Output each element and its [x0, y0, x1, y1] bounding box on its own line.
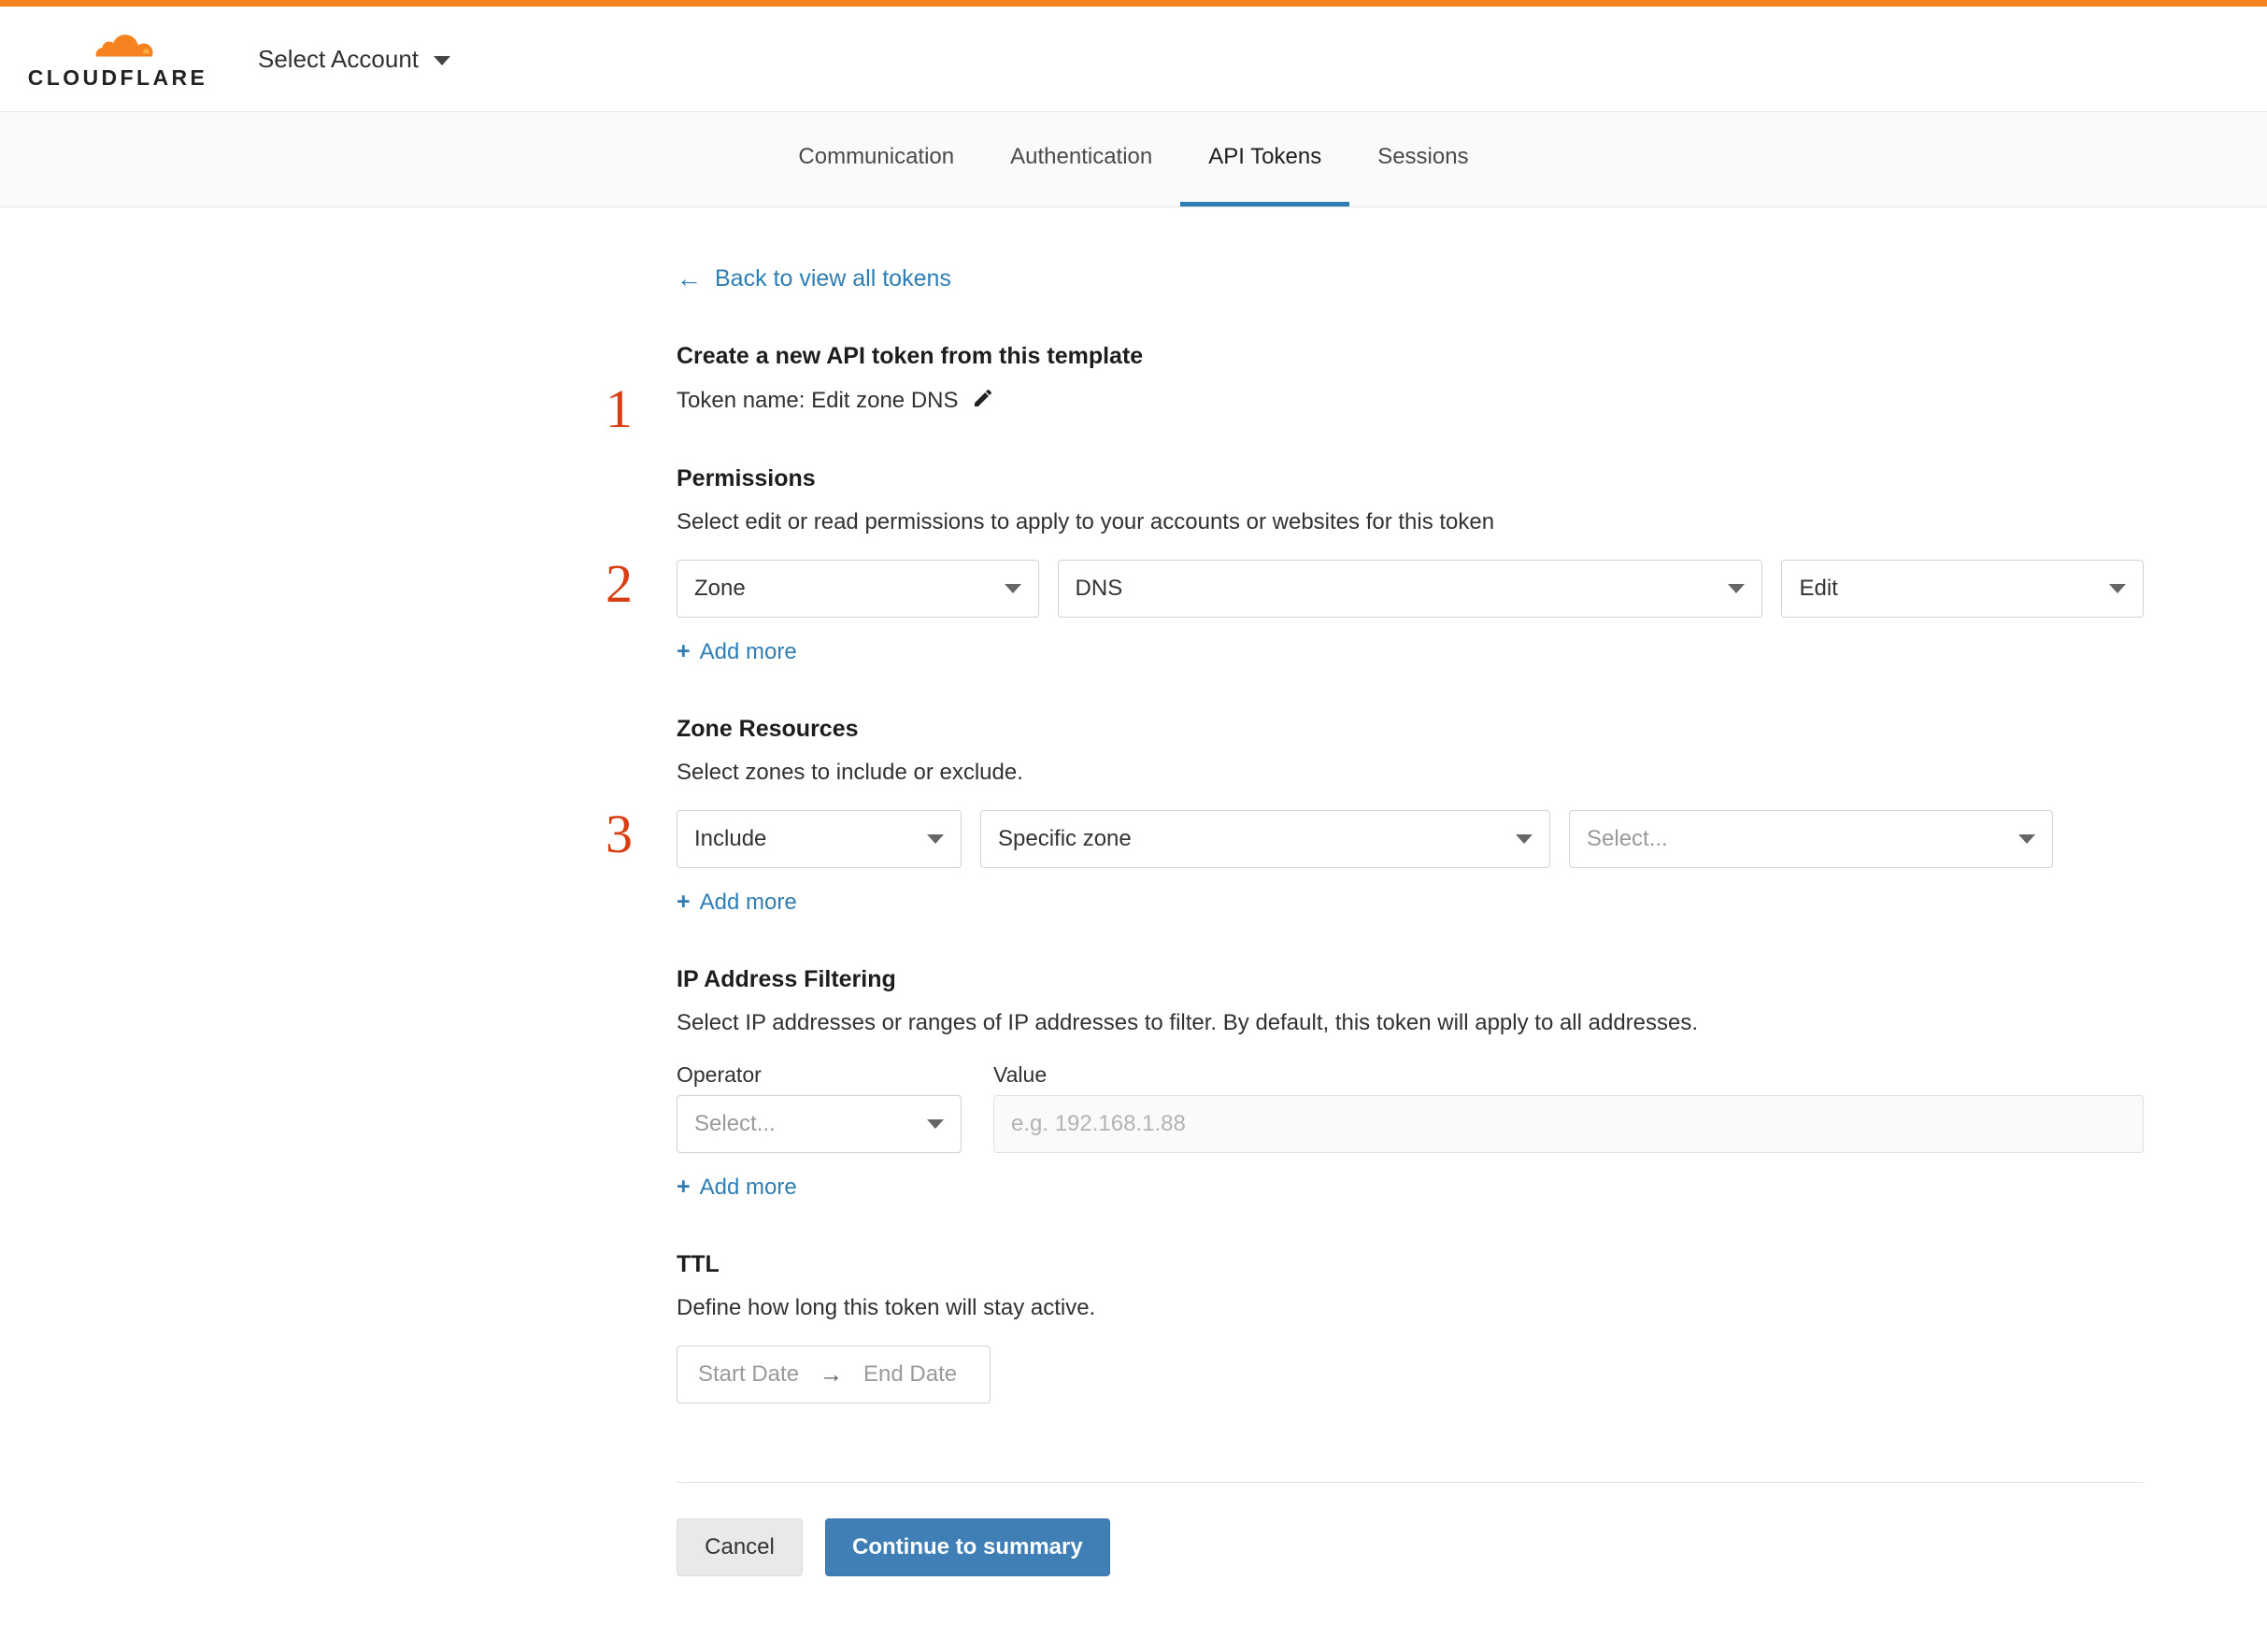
ttl-block [677, 1251, 2144, 1403]
chevron-down-icon [1005, 584, 1021, 593]
zone-include-select[interactable] [677, 810, 962, 868]
section-nav-tabs [770, 112, 1496, 206]
permission-scope-select[interactable] [677, 560, 1039, 618]
arrow-left-icon: ← [677, 264, 702, 292]
tab-communication[interactable] [770, 112, 982, 206]
tab-sessions-label: Sessions [1377, 144, 1469, 169]
top-accent-bar [0, 0, 2267, 7]
permissions-row [677, 560, 2144, 618]
create-token-title: Create a new API token from this template [677, 343, 1144, 369]
ip-filtering-add-more-label: Add more [699, 1174, 797, 1200]
tab-api-tokens-label: API Tokens [1208, 144, 1322, 169]
zone-value-select[interactable] [1569, 810, 2053, 868]
edit-pencil-icon[interactable] [972, 387, 994, 415]
permission-resource-select[interactable] [1058, 560, 1763, 618]
cancel-button[interactable] [677, 1518, 803, 1576]
ttl-start-date: Start Date [698, 1361, 800, 1387]
step-number-3: 3 [606, 804, 633, 864]
chevron-down-icon [2109, 584, 2126, 593]
zone-include-value: Include [694, 826, 767, 851]
zone-resources-title: Zone Resources [677, 716, 859, 742]
plus-icon: + [677, 1174, 691, 1200]
zone-type-value: Specific zone [998, 826, 1132, 851]
ip-operator-select[interactable] [677, 1095, 962, 1153]
ttl-row [677, 1346, 2144, 1403]
main-content [0, 265, 2267, 1623]
permissions-add-more-label: Add more [699, 638, 797, 664]
tab-api-tokens[interactable] [1180, 112, 1349, 206]
permission-access-value: Edit [1799, 576, 1838, 601]
chevron-down-icon [434, 56, 450, 65]
ip-value-input[interactable] [993, 1095, 2144, 1153]
continue-to-summary-button[interactable] [825, 1518, 1110, 1576]
cloud-icon [67, 28, 168, 64]
chevron-down-icon [927, 834, 944, 844]
account-selector[interactable] [258, 45, 450, 74]
chevron-down-icon [2018, 834, 2035, 844]
ttl-description: Define how long this token will stay active. [677, 1295, 1096, 1320]
tab-authentication[interactable] [982, 112, 1180, 206]
step-1-block [606, 343, 2144, 439]
token-name-row [677, 387, 2144, 415]
zone-resources-add-more-label: Add more [699, 889, 797, 915]
chevron-down-icon [927, 1119, 944, 1129]
ip-filtering-title: IP Address Filtering [677, 966, 896, 992]
ip-filtering-row [677, 1062, 2144, 1153]
ttl-title: TTL [677, 1251, 720, 1277]
ip-filtering-description: Select IP addresses or ranges of IP addresses to filter. By default, this token will apply to all addresses. [677, 1010, 1699, 1035]
permission-access-select[interactable] [1781, 560, 2144, 618]
permission-resource-value: DNS [1075, 576, 1123, 601]
form-actions [677, 1518, 2144, 1623]
chevron-down-icon [1728, 584, 1745, 593]
back-to-tokens-link[interactable] [677, 265, 951, 292]
ttl-date-range-picker[interactable] [677, 1346, 991, 1403]
plus-icon: + [677, 889, 691, 915]
ip-value-placeholder: e.g. 192.168.1.88 [1011, 1111, 1186, 1136]
permissions-add-more-button[interactable] [677, 638, 797, 665]
logo-wordmark: CLOUDFLARE [27, 64, 208, 90]
app-header [0, 7, 2267, 112]
chevron-down-icon [1516, 834, 1533, 844]
ip-operator-field [677, 1062, 962, 1153]
step-number-2: 2 [606, 553, 633, 614]
back-to-tokens-label: Back to view all tokens [715, 265, 951, 292]
zone-resources-description: Select zones to include or exclude. [677, 760, 1023, 785]
tab-authentication-label: Authentication [1010, 144, 1153, 169]
ip-operator-label: Operator [677, 1062, 762, 1087]
zone-resources-add-more-button[interactable] [677, 889, 797, 916]
zone-value-placeholder: Select... [1587, 826, 1668, 851]
step-number-1: 1 [606, 378, 633, 439]
token-name-label: Token name: Edit zone DNS [677, 388, 959, 413]
tab-sessions[interactable] [1349, 112, 1496, 206]
ip-operator-value: Select... [694, 1111, 776, 1136]
cancel-button-label: Cancel [705, 1534, 775, 1559]
ip-value-field [993, 1062, 2144, 1153]
permission-scope-value: Zone [694, 576, 746, 601]
form-divider [677, 1482, 2144, 1483]
permissions-title: Permissions [677, 465, 816, 491]
cloudflare-logo[interactable] [26, 28, 209, 91]
tab-communication-label: Communication [798, 144, 955, 169]
continue-to-summary-label: Continue to summary [852, 1534, 1083, 1559]
zone-type-select[interactable] [980, 810, 1550, 868]
ip-value-label: Value [993, 1062, 1048, 1087]
zone-resources-row [677, 810, 2144, 868]
form-column [606, 264, 2144, 1623]
ttl-end-date: End Date [863, 1361, 958, 1387]
section-nav [0, 112, 2267, 207]
permissions-block [606, 465, 2144, 665]
account-selector-label: Select Account [258, 44, 419, 73]
zone-resources-block [606, 716, 2144, 916]
arrow-right-icon: → [820, 1360, 844, 1388]
ip-filtering-add-more-button[interactable] [677, 1174, 797, 1201]
permissions-description: Select edit or read permissions to apply to your accounts or websites for this token [677, 509, 1495, 534]
plus-icon: + [677, 638, 691, 664]
ip-filtering-block [677, 966, 2144, 1201]
